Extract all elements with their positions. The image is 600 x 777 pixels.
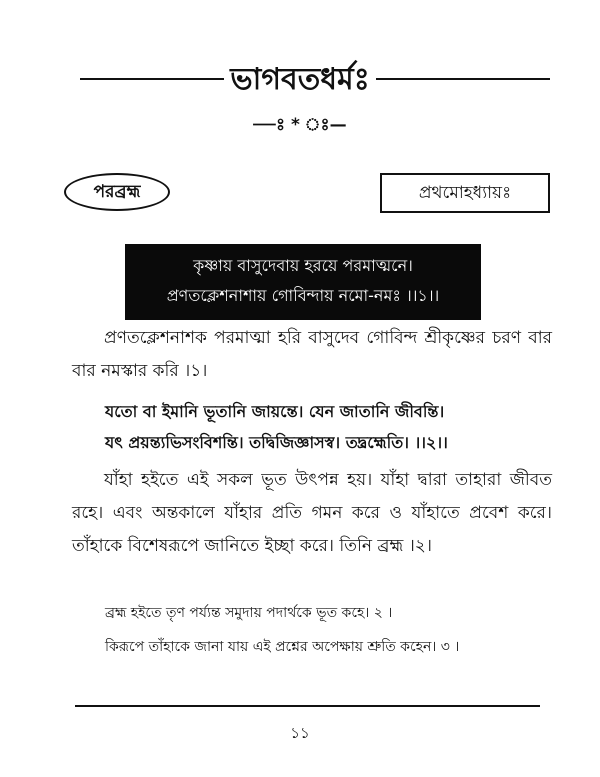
- verse-2: [105, 396, 545, 458]
- page-title: [0, 55, 600, 106]
- section-label-oval: পরব্রহ্ম: [64, 173, 170, 211]
- paragraph-2: যাঁহা হইতে এই সকল ভূত উৎপন্ন হয়। যাঁহা দ্বারা তাহারা জীবত রহে। এবং অন্তকালে যাঁহার প্রতি গমন করে ও যাঁহাতে প্রবেশ করে। তাঁহাকে বিশেষরূপে জানিতে ইচ্ছা করে। তিনি ব্রহ্ম ।২।: [72, 470, 552, 556]
- footer-rule: [75, 705, 540, 707]
- chapter-heading-box: প্রথমোহধ্যায়ঃ: [380, 173, 550, 213]
- invocation-block: [125, 244, 481, 320]
- verse-line: যৎ প্রয়ন্ত্যভিসংবিশন্তি। তদ্বিজিজ্ঞাসস্ব। তদ্ব্রহ্মেতি। ।।২।।: [105, 433, 448, 452]
- invocation-line: প্রণতক্লেশনাশায় গোবিন্দায় নমো-নমঃ ।।১।।: [166, 286, 440, 305]
- verse-line: যতো বা ইমানি ভূতানি জায়ন্তে। যেন জাতানি জীবন্তি।: [105, 402, 445, 421]
- ornament: —ঃ * ঃ—: [253, 115, 347, 135]
- page-number: ১১: [290, 724, 310, 742]
- footnote: ব্রহ্ম হইতে তৃণ পর্য্যন্ত সমুদায় পদার্থকে ভূত কহে। ২ ।: [105, 605, 393, 621]
- paragraph-1: প্রণতক্লেশনাশক পরমাত্মা হরি বাসুদেব গোবিন্দ শ্রীকৃষ্ণের চরণ বার বার নমস্কার করি ।১।: [72, 328, 552, 381]
- page-title-text: ভাগবতধর্মঃ: [224, 62, 375, 97]
- footnote: কিরূপে তাঁহাকে জানা যায় এই প্রশ্নের অপেক্ষায় শ্রুতি কহেন। ৩ ।: [105, 639, 460, 655]
- footnotes: [105, 596, 555, 664]
- invocation-line: কৃষ্ণায় বাসুদেবায় হরয়ে পরমাত্মনে।: [193, 256, 413, 275]
